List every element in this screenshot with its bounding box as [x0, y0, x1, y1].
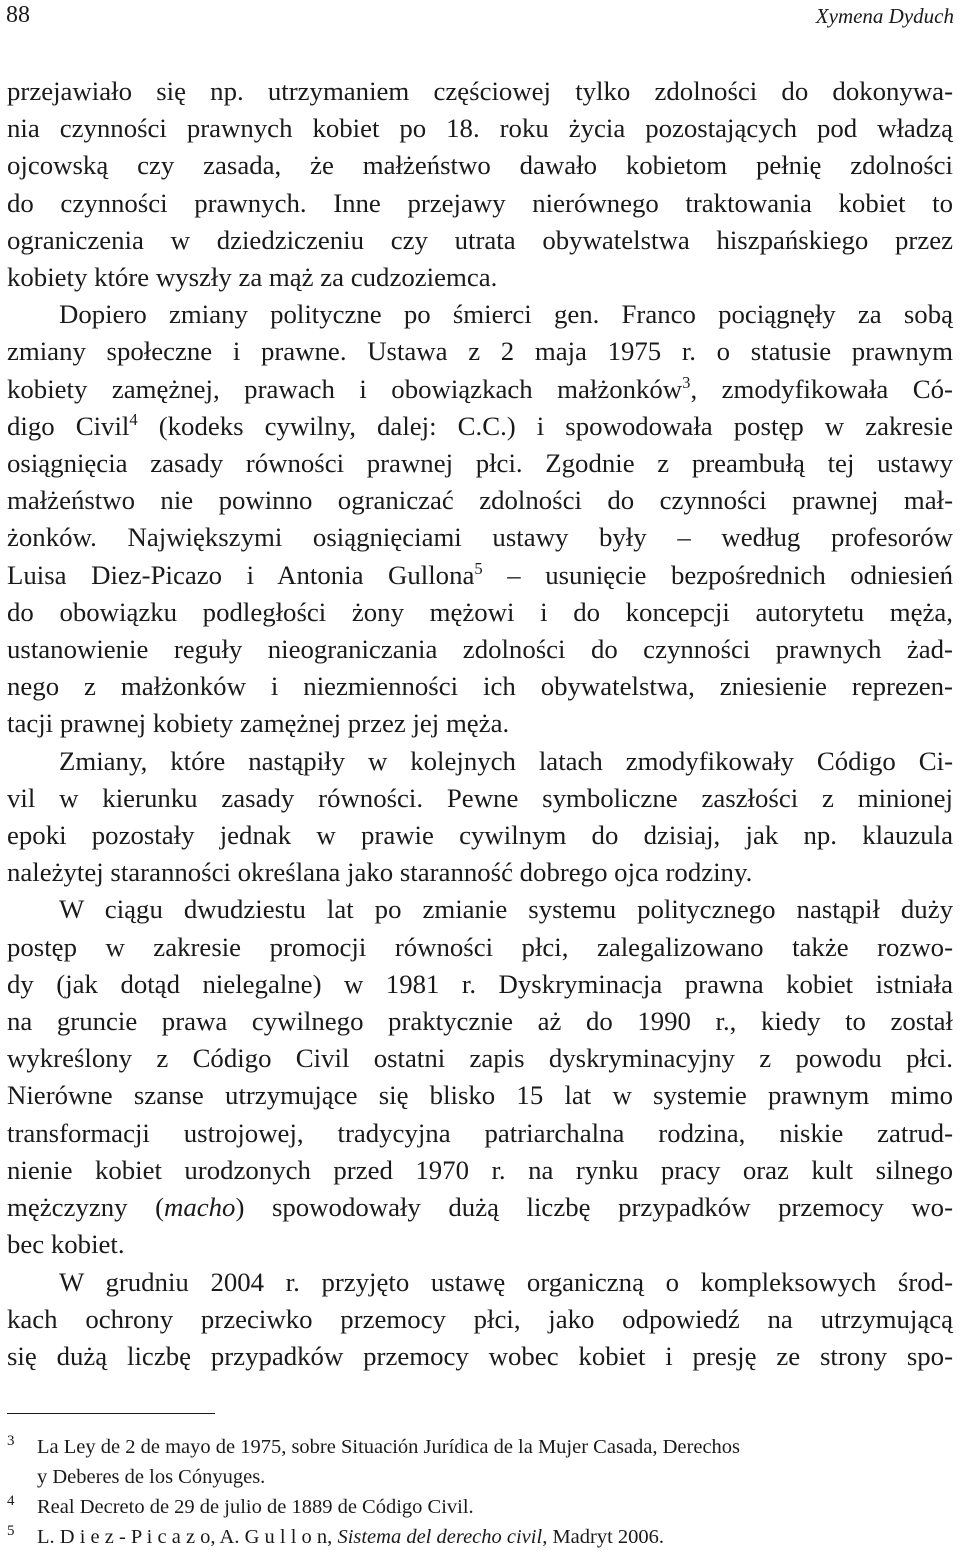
text-line [7, 408, 953, 445]
text-line: epoki pozostały jednak w prawie cywilnym do dzisiaj, jak np. klauzula [7, 820, 953, 851]
page-header [6, 2, 954, 32]
paragraph-1 [7, 73, 953, 296]
footnote-number: 3 [7, 1433, 15, 1449]
text-line: ograniczenia w dziedziczeniu czy utrata obywatelstwa hiszpańskiego przez [7, 224, 953, 255]
text-fragment: mężczyzny ( [7, 1192, 165, 1223]
footnote-line: Real Decreto de 29 de julio de 1889 de Código Civil. [37, 1496, 474, 1518]
footnote-number: 5 [7, 1523, 15, 1539]
footnote-title: Sistema del derecho civil [337, 1526, 543, 1548]
text-line: tacji prawnej kobiety zamężnej przez jej męża. [7, 708, 510, 739]
text-fragment: , zmodyfikowała Có- [690, 373, 953, 404]
text-line: żonków. Największymi osiągnięciami ustawy były – według profesorów [7, 522, 953, 553]
text-line: Nierówne szanse utrzymujące się blisko 15 lat w systemie prawnym mimo [7, 1080, 953, 1111]
text-line: ustanowienie reguły nieograniczania zdolności do czynności prawnych żad- [7, 634, 953, 665]
paragraph-5 [7, 1264, 953, 1376]
running-head-author: Xymena Dyduch [815, 4, 954, 28]
paragraph-3 [7, 743, 953, 892]
text-line: do obowiązku podległości żony mężowi i do koncepcji autorytetu męża, [7, 596, 953, 627]
text-line: dy (jak dotąd nielegalne) w 1981 r. Dyskryminacja prawna kobiet istniała [7, 968, 953, 999]
text-line: nego z małżonków i niezmienności ich obywatelstwa, zniesienie reprezen- [7, 671, 953, 702]
text-line: zmiany społeczne i prawne. Ustawa z 2 maja 1975 r. o statusie prawnym [7, 336, 953, 367]
text-line: transformacji ustrojowej, tradycyjna patriarchalna rodzina, niskie zatrud- [7, 1117, 953, 1148]
footnote-ref-5[interactable]: 5 [474, 558, 483, 578]
text-line: do czynności prawnych. Inne przejawy nierównego traktowania kobiet to [7, 187, 953, 218]
text-line: Zmiany, które nastąpiły w kolejnych latach zmodyfikowały Código Ci- [59, 745, 953, 776]
text-line: się dużą liczbę przypadków przemocy wobec kobiet i presję ze strony spo- [7, 1340, 953, 1371]
footnote-line: La Ley de 2 de mayo de 1975, sobre Situación Jurídica de la Mujer Casada, Derechos [37, 1436, 741, 1458]
text-fragment: (kodeks cywilny, dalej: C.C.) i spowodowała postęp w zakresie [137, 410, 953, 441]
text-fragment: ) spowodowały dużą liczbę przypadków przemocy wo- [235, 1192, 953, 1223]
text-line: W grudniu 2004 r. przyjęto ustawę organiczną o kompleksowych środ- [59, 1266, 953, 1297]
text-line: nienie kobiet urodzonych przed 1970 r. na rynku pracy oraz kult silnego [7, 1154, 953, 1185]
text-fragment: Luisa Diez-Picazo i Antonia Gullona [7, 559, 475, 590]
text-line: postęp w zakresie promocji równości płci, zalegalizowano także rozwo- [7, 931, 953, 962]
footnote-number: 4 [7, 1493, 15, 1509]
text-line: kobiety które wyszły za mąż za cudzoziemca. [7, 262, 498, 293]
page-number: 88 [6, 2, 30, 28]
footnote-ref-3[interactable]: 3 [682, 372, 691, 392]
paragraph-2 [7, 296, 953, 742]
footnote-tail: , Madryt 2006. [542, 1526, 665, 1548]
text-fragment: digo Civil [7, 410, 130, 441]
text-line: Dopiero zmiany polityczne po śmierci gen. Franco pociągnęły za sobą [59, 299, 953, 330]
text-line [7, 371, 953, 408]
italic-term: macho [164, 1192, 236, 1223]
paragraph-4 [7, 891, 953, 1263]
text-line: na gruncie prawa cywilnego praktycznie aż do 1990 r., kiedy to został [7, 1006, 953, 1037]
text-fragment: kobiety zamężnej, prawach i obowiązkach małżonków [7, 373, 683, 404]
text-line: osiągnięcia zasady równości prawnej płci. Zgodnie z preambułą tej ustawy [7, 448, 953, 479]
footnote-5 [7, 1522, 953, 1552]
footnotes [7, 1432, 953, 1552]
text-line: W ciągu dwudziestu lat po zmianie systemu politycznego nastąpił duży [59, 894, 953, 925]
text-fragment: – usunięcie bezpośrednich odniesień [482, 559, 953, 590]
footnote-3 [7, 1432, 953, 1492]
footnote-4 [7, 1492, 953, 1522]
body-text [7, 73, 953, 1375]
footnote-ref-4[interactable]: 4 [129, 409, 138, 429]
text-line: małżeństwo nie powinno ograniczać zdolności do czynności prawnej mał- [7, 485, 953, 516]
text-line: kach ochrony przeciwko przemocy płci, jako odpowiedź na utrzymującą [7, 1303, 953, 1334]
footnote-author: L. D i e z - P i c a z o, A. G u l l o n, [37, 1526, 333, 1548]
text-line: nia czynności prawnych kobiet po 18. roku życia pozostających pod władzą [7, 113, 953, 144]
text-line: bec kobiet. [7, 1229, 125, 1260]
footnote-separator [7, 1413, 215, 1414]
text-line: vil w kierunku zasady równości. Pewne symboliczne zaszłości z minionej [7, 782, 953, 813]
text-line: ojcowską czy zasada, że małżeństwo dawało kobietom pełnię zdolności [7, 150, 953, 181]
text-line [7, 1189, 953, 1226]
text-line [7, 557, 953, 594]
text-line: należytej staranności określana jako staranność dobrego ojca rodziny. [7, 857, 753, 888]
text-line: przejawiało się np. utrzymaniem częściowej tylko zdolności do dokonywa- [7, 76, 953, 106]
text-line: wykreślony z Código Civil ostatni zapis dyskryminacyjny z powodu płci. [7, 1043, 953, 1074]
footnote-line: y Deberes de los Cónyuges. [37, 1466, 266, 1488]
footnote-line [37, 1522, 953, 1552]
